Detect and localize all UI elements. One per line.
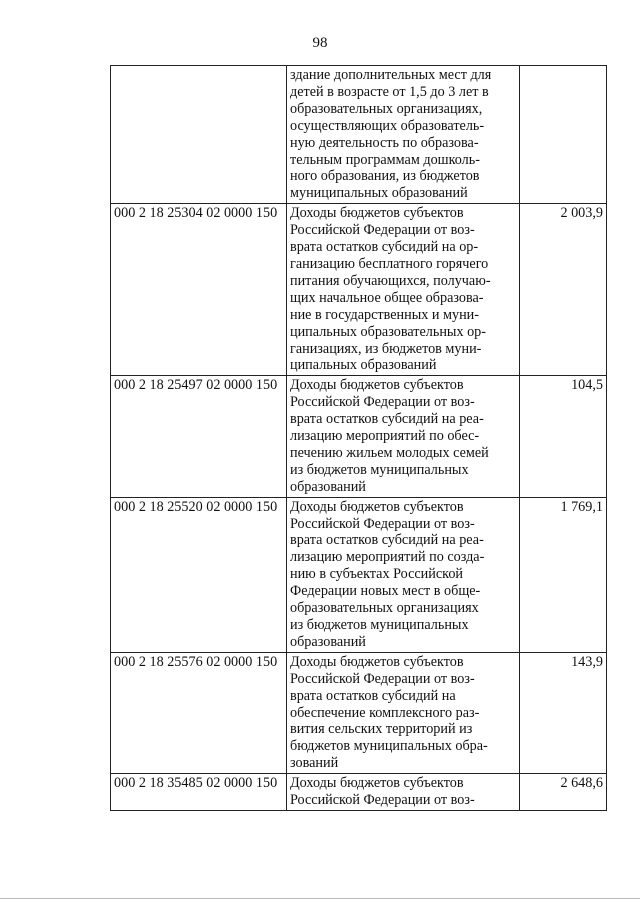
description-line: врата остатков субсидий на ор- <box>290 239 479 256</box>
page-edge-divider <box>0 898 640 899</box>
description-line: вития сельских территорий из <box>290 721 473 738</box>
income-description <box>287 66 520 204</box>
description-line: зований <box>290 755 339 772</box>
budget-table <box>110 65 607 811</box>
description-line: ние в государственных и муни- <box>290 306 479 323</box>
description-line: из бюджетов муниципальных <box>290 617 469 633</box>
description-line: нию в субъектах Российской <box>290 566 464 583</box>
description-line: ганизацию бесплатного горячего <box>290 255 489 272</box>
description-line: Доходы бюджетов субъектов <box>290 205 464 222</box>
budget-classification-code: 000 2 18 25304 02 0000 150 <box>111 204 287 376</box>
description-line: бюджетов муниципальных обра- <box>290 738 488 755</box>
description-line: печению жильем молодых семей <box>290 444 489 461</box>
description-line: Российской Федерации от воз- <box>290 792 475 809</box>
description-line: образовательных организациях <box>290 600 479 617</box>
description-line: ципальных образований <box>290 357 437 374</box>
description-line: Российской Федерации от воз- <box>290 670 475 687</box>
description-line: Федерации новых мест в обще- <box>290 583 481 600</box>
income-description <box>287 204 520 376</box>
description-line: обеспечение комплексного раз- <box>290 704 480 721</box>
description-line: муниципальных образований <box>290 185 468 202</box>
description-line: врата остатков субсидий на реа- <box>290 532 484 549</box>
description-line: лизацию мероприятий по созда- <box>290 549 485 566</box>
description-line: Доходы бюджетов субъектов <box>290 775 464 792</box>
income-description <box>287 652 520 773</box>
description-line: Доходы бюджетов субъектов <box>290 653 464 670</box>
budget-classification-code: 000 2 18 35485 02 0000 150 <box>111 774 287 811</box>
table-row <box>111 497 607 652</box>
description-line: питания обучающихся, получаю- <box>290 272 491 289</box>
amount-value: 2 003,9 <box>520 204 607 376</box>
description-line: здание дополнительных мест для <box>290 67 492 83</box>
description-line: образовательных организациях, <box>290 100 483 117</box>
amount-value: 143,9 <box>520 652 607 773</box>
description-line: ципальных образовательных ор- <box>290 323 486 340</box>
description-line: тельным программам дошколь- <box>290 151 480 168</box>
budget-table-body <box>111 66 607 811</box>
description-line: Российской Федерации от воз- <box>290 515 475 532</box>
budget-classification-code: 000 2 18 25576 02 0000 150 <box>111 652 287 773</box>
table-row <box>111 652 607 773</box>
income-description <box>287 774 520 811</box>
description-line: из бюджетов муниципальных <box>290 461 469 478</box>
amount-value <box>520 66 607 204</box>
description-line: врата остатков субсидий на <box>290 687 456 704</box>
description-line: врата остатков субсидий на реа- <box>290 411 484 428</box>
description-line: Доходы бюджетов субъектов <box>290 498 464 515</box>
description-line: детей в возрасте от 1,5 до 3 лет в <box>290 83 489 100</box>
table-row <box>111 66 607 204</box>
budget-classification-code: 000 2 18 25497 02 0000 150 <box>111 376 287 497</box>
amount-value: 104,5 <box>520 376 607 497</box>
description-line: лизацию мероприятий по обес- <box>290 428 480 445</box>
description-line: Российской Федерации от воз- <box>290 222 475 239</box>
description-line: ного образования, из бюджетов <box>290 168 480 185</box>
table-row <box>111 774 607 811</box>
description-line: образований <box>290 478 366 495</box>
description-line: осуществляющих образователь- <box>290 117 485 134</box>
page-number: 98 <box>312 35 328 51</box>
description-line: щих начальное общее образова- <box>290 289 484 306</box>
income-description <box>287 376 520 497</box>
description-line: ганизациях, из бюджетов муни- <box>290 340 482 357</box>
budget-classification-code <box>111 66 287 204</box>
amount-value: 2 648,6 <box>520 774 607 811</box>
table-row <box>111 376 607 497</box>
description-line: образований <box>290 633 366 650</box>
income-description <box>287 497 520 652</box>
description-line: Доходы бюджетов субъектов <box>290 377 464 394</box>
description-line: ную деятельность по образова- <box>290 134 479 151</box>
amount-value: 1 769,1 <box>520 497 607 652</box>
description-line: Российской Федерации от воз- <box>290 394 475 411</box>
table-row <box>111 204 607 376</box>
budget-classification-code: 000 2 18 25520 02 0000 150 <box>111 497 287 652</box>
